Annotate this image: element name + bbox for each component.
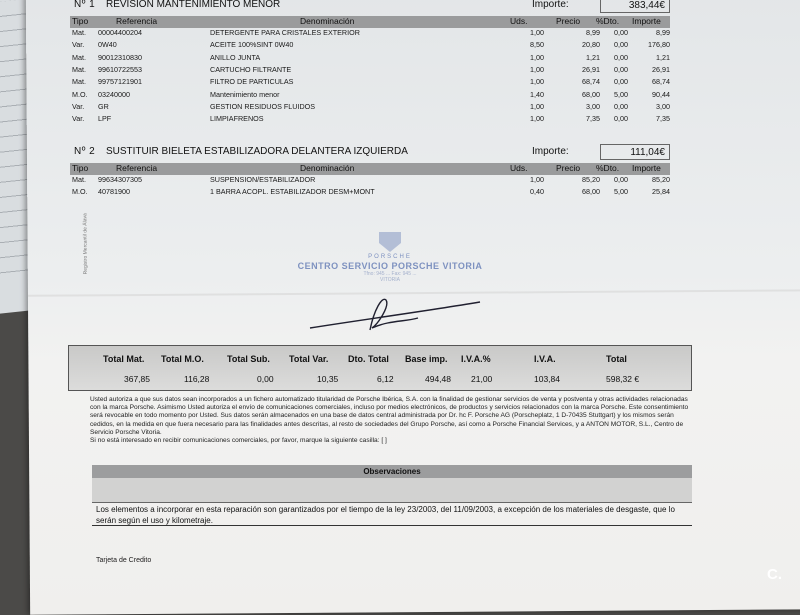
total-sub-value: 0,00 (257, 374, 274, 384)
total-value: 598,32 € (606, 374, 640, 384)
section-1-table-header (70, 16, 670, 28)
cell-importe: 25,84 (652, 187, 670, 197)
table-row (70, 175, 670, 187)
iva-pct-label: I.V.A.% (461, 354, 491, 364)
header-uds: Uds. (510, 163, 528, 173)
section-title: SUSTITUIR BIELETA ESTABILIZADORA DELANTERA IZQUIERDA (106, 146, 408, 157)
total-var-value: 10,35 (317, 374, 339, 384)
total-mat-label: Total Mat. (103, 354, 145, 364)
cell-dto: 0,00 (614, 40, 628, 50)
header-precio: Precio (556, 16, 581, 26)
cell-referencia: GR (98, 101, 109, 111)
cell-importe: 68,74 (652, 77, 670, 87)
cell-referencia: 99634307305 (98, 175, 142, 184)
cell-importe: 7,35 (656, 114, 670, 124)
section-title: REVISION MANTENIMIENTO MENOR (106, 0, 281, 10)
cell-tipo: Var. (72, 40, 85, 50)
base-imp-value: 494,48 (425, 374, 451, 384)
cell-denominacion: Mantenimiento menor (210, 89, 280, 99)
cell-dto: 0,00 (614, 175, 628, 184)
table-row (70, 114, 670, 126)
header-dto: %Dto. (596, 163, 620, 173)
section-importe-label: Importe: (532, 0, 569, 10)
section-importe: 111,04€ (600, 144, 670, 160)
cell-dto: 0,00 (614, 28, 628, 37)
cell-referencia: 40781900 (98, 187, 130, 197)
table-row (70, 102, 670, 114)
cell-importe: 85,20 (652, 175, 670, 184)
cell-dto: 0,00 (614, 52, 628, 62)
cell-referencia: 99757121901 (98, 77, 142, 87)
cell-precio: 26,91 (582, 64, 600, 74)
header-tipo: Tipo (72, 163, 89, 173)
section-importe: 383,44€ (600, 0, 670, 13)
cell-tipo: Mat. (72, 77, 86, 87)
registry-vertical-text: Registro Mercantil de Álava (82, 213, 89, 275)
payment-method: Tarjeta de Credito (96, 557, 152, 564)
cell-uds: 1,00 (530, 114, 544, 124)
cell-denominacion: FILTRO DE PARTICULAS (210, 77, 294, 87)
signature (300, 290, 500, 340)
cell-precio: 3,00 (586, 101, 600, 111)
cell-dto: 0,00 (614, 114, 628, 124)
section-number: Nº 2 (74, 146, 96, 157)
header-uds: Uds. (510, 16, 528, 26)
total-sub-label: Total Sub. (227, 354, 270, 364)
cell-referencia: 03240000 (98, 89, 130, 99)
section-2-header (70, 144, 670, 160)
dto-total-label: Dto. Total (348, 354, 389, 364)
table-row (70, 53, 670, 65)
table-row (70, 187, 670, 199)
header-precio: Precio (556, 163, 581, 173)
cell-uds: 0,40 (530, 187, 544, 197)
cell-uds: 1,00 (530, 101, 544, 111)
cell-denominacion: DETERGENTE PARA CRISTALES EXTERIOR (210, 28, 360, 37)
cell-tipo: M.O. (72, 187, 88, 197)
stamp-line1: Tfno: 945 ... Fax: 945 ... (363, 271, 417, 277)
header-importe: Importe (632, 163, 661, 173)
cell-denominacion: 1 BARRA ACOPL. ESTABILIZADOR DESM+MONT (210, 187, 375, 197)
cell-referencia: 99610722553 (98, 64, 142, 74)
stamp-brand: PORSCHE (368, 254, 412, 260)
dto-total-value: 6,12 (377, 374, 394, 384)
porsche-crest-icon (379, 232, 401, 252)
cell-precio: 85,20 (582, 175, 600, 184)
header-referencia: Referencia (116, 163, 158, 173)
table-row (70, 40, 670, 52)
stamp-centro: CENTRO SERVICIO PORSCHE VITORIA (297, 261, 483, 271)
cell-referencia: 0W40 (98, 40, 117, 50)
iva-label: I.V.A. (534, 354, 556, 364)
total-var-label: Total Var. (289, 354, 329, 364)
cell-precio: 68,00 (582, 187, 600, 197)
opt-out-text: Si no está interesado en recibir comunicaciones comerciales, por favor, marque la siguiente casilla: [ ] (90, 437, 387, 445)
cell-denominacion: ACEITE 100%SINT 0W40 (210, 40, 294, 50)
table-row (70, 65, 670, 77)
cell-uds: 1,40 (530, 89, 544, 99)
dealer-stamp (280, 232, 500, 283)
cell-tipo: Mat. (72, 175, 86, 184)
section-2-table-header (70, 163, 670, 175)
total-label: Total (606, 354, 627, 364)
header-referencia: Referencia (116, 16, 158, 26)
totals-box (68, 345, 692, 391)
section-importe-label: Importe: (532, 146, 569, 157)
header-dto: %Dto. (596, 16, 620, 26)
cell-importe: 3,00 (656, 101, 670, 111)
observaciones-box (92, 478, 692, 503)
iva-value: 103,84 (534, 374, 560, 384)
cell-tipo: Var. (72, 114, 85, 124)
cell-precio: 68,74 (582, 77, 600, 87)
observaciones-title: Observaciones (92, 465, 692, 478)
total-mo-label: Total M.O. (161, 354, 204, 364)
corner-tag: C. (767, 566, 782, 583)
cell-referencia: LPF (98, 114, 112, 124)
cell-dto: 0,00 (614, 101, 628, 111)
cell-importe: 26,91 (652, 64, 670, 74)
header-tipo: Tipo (72, 16, 89, 26)
cell-denominacion: SUSPENSION/ESTABILIZADOR (210, 175, 316, 184)
cell-tipo: Mat. (72, 28, 86, 37)
cell-importe: 1,21 (656, 52, 670, 62)
cell-referencia: 90012310830 (98, 52, 142, 62)
observaciones-text: Los elementos a incorporar en esta reparación son garantizados por el tiempo de la ley 23/2003, del 11/09/2003, a excepción de los materiales de desgaste, que lo serán según el uso y kilometraje. (96, 505, 675, 525)
cell-precio: 68,00 (582, 89, 600, 99)
header-denominacion: Denominación (300, 163, 355, 173)
cell-uds: 1,00 (530, 64, 544, 74)
cell-tipo: Mat. (72, 64, 86, 74)
header-denominacion: Denominación (300, 16, 355, 26)
cell-precio: 20,80 (582, 40, 600, 50)
total-mat-value: 367,85 (124, 374, 150, 384)
cell-denominacion: ANILLO JUNTA (210, 52, 261, 62)
table-row (70, 28, 670, 40)
cell-uds: 8,50 (530, 40, 544, 50)
header-importe: Importe (632, 16, 661, 26)
iva-pct-value: 21,00 (471, 374, 493, 384)
observaciones-divider (92, 525, 692, 526)
cell-denominacion: GESTION RESIDUOS FLUIDOS (210, 101, 316, 111)
cell-importe: 8,99 (656, 28, 670, 37)
cell-denominacion: CARTUCHO FILTRANTE (210, 64, 292, 74)
cell-dto: 0,00 (614, 77, 628, 87)
cell-precio: 8,99 (586, 28, 600, 37)
cell-dto: 5,00 (614, 89, 628, 99)
cell-uds: 1,00 (530, 175, 544, 184)
cell-tipo: Mat. (72, 52, 86, 62)
cell-denominacion: LIMPIAFRENOS (210, 114, 264, 124)
total-mo-value: 116,28 (184, 374, 210, 384)
cell-tipo: M.O. (72, 89, 88, 99)
privacy-notice (90, 396, 692, 445)
privacy-text: Usted autoriza a que sus datos sean incorporados a un fichero automatizado titularidad de Porsche Ibérica, S.A. con la finalidad de gestionar servicios de venta y postventa y otras actividades relacionadas con la marca Porsche. Asimismo Usted autoriza el envío de comunicaciones comerciales, incluso por medios electrónicos, de productos y servicios relacionados con la marca Porsche. Este consentimiento será revocable en todo momento por Usted. Sus datos serán almacenados en una base de datos central administrada por Dr. hc F. Porsche AG (Porscheplatz, 1 D-70435 Stuttgart) y los mismos serán cedidos, en la medida en que fuera necesario para las finalidades antes descritas, al resto de sociedades del Grupo Porsche, así como a Porsche Financial Services, y a ANTON MOTOR, S.L., Centro de Servicio Porsche Vitoria. (90, 396, 689, 436)
cell-importe: 176,80 (648, 40, 670, 50)
section-number: Nº 1 (74, 0, 96, 10)
cell-precio: 7,35 (586, 114, 600, 124)
cell-dto: 5,00 (614, 187, 628, 197)
table-row (70, 90, 670, 102)
cell-uds: 1,00 (530, 28, 544, 37)
cell-dto: 0,00 (614, 64, 628, 74)
cell-uds: 1,00 (530, 52, 544, 62)
section-1-header (70, 0, 670, 13)
cell-referencia: 00004400204 (98, 28, 142, 37)
stamp-line2: VITORIA (380, 277, 400, 283)
cell-uds: 1,00 (530, 77, 544, 87)
table-row (70, 77, 670, 89)
cell-precio: 1,21 (586, 52, 600, 62)
base-imp-label: Base imp. (405, 354, 448, 364)
cell-tipo: Var. (72, 101, 85, 111)
cell-importe: 90,44 (652, 89, 670, 99)
